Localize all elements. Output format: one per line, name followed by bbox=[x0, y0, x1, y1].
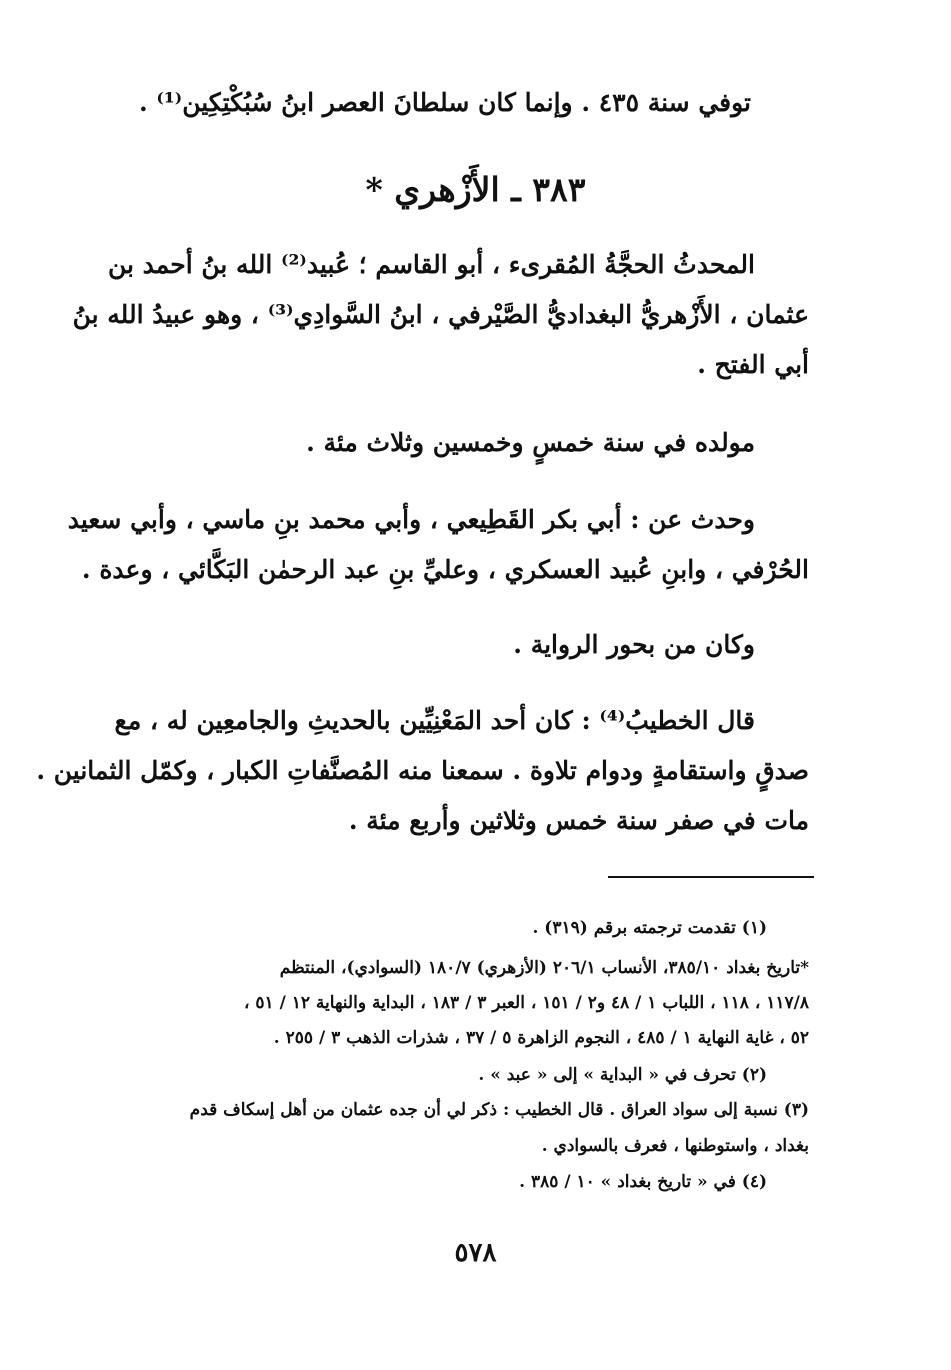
footnote-2: (٢) تحرف في « البداية » إلى « عبد » . bbox=[478, 1065, 767, 1085]
paragraph-5-line-3: مات في صفر سنة خمس وثلاثين وأربع مئة . bbox=[348, 806, 809, 835]
paragraph-1-line-2: عثمان ، الأَزْهريُّ البغداديُّ الصَّيْرفي ، ابنُ السَّوادِي⁽³⁾ ، وهو عبيدُ الله بنُ bbox=[72, 300, 809, 329]
paragraph-5-line-2: صدقٍ واستقامةٍ ودوام تلاوة . سمعنا منه المُصنَّفاتِ الكبار ، وكمّل الثمانين . bbox=[36, 756, 809, 785]
footnote-separator bbox=[608, 876, 814, 878]
paragraph-1-line-1: المحدثُ الحجَّةُ المُقرىء ، أبو القاسم ؛ عُبيد⁽²⁾ الله بنُ أحمد بن bbox=[107, 250, 755, 279]
footnote-4: (٤) في « تاريخ بغداد » ١٠ / ٣٨٥ . bbox=[519, 1172, 767, 1192]
sources-note-line-1: *تاريخ بغداد ٣٨٥/١٠، الأنساب ٢٠٦/١ (الأزهري) ١٨٠/٧ (السوادي)، المنتظم bbox=[279, 958, 809, 978]
paragraph-5-line-1: قال الخطيبُ⁽⁴⁾ : كان أحد المَعْنِيِّين بالحديثِ والجامعِين له ، مع bbox=[114, 706, 755, 735]
paragraph-3-line-1: وحدث عن : أبي بكر القَطِيعي ، وأبي محمد بنِ ماسي ، وأبي سعيد bbox=[67, 505, 755, 534]
page-number: ٥٧٨ bbox=[454, 1238, 497, 1268]
sources-note-line-2: ١١٧/٨ ، ١١٨ ، اللباب ١ / ٤٨ و٢ / ١٥١ ، العبر ٣ / ١٨٣ ، البداية والنهاية ١٢ / ٥١ ، bbox=[244, 993, 809, 1013]
paragraph-4-line-1: وكان من بحور الرواية . bbox=[513, 630, 755, 659]
entry-heading: ٣٨٣ ـ الأَزْهري * bbox=[365, 170, 586, 209]
sources-note-line-3: ٥٢ ، غاية النهاية ١ / ٤٨٥ ، النجوم الزاهرة ٥ / ٣٧ ، شذرات الذهب ٣ / ٢٥٥ . bbox=[273, 1028, 809, 1048]
paragraph-3-line-2: الحُرْفي ، وابنِ عُبيد العسكري ، وعليِّ بنِ عبد الرحمٰن البَكَّائي ، وعدة . bbox=[81, 555, 809, 584]
paragraph-1-line-3: أبي الفتح . bbox=[697, 350, 809, 379]
footnote-3-line-2: بغداد ، واستوطنها ، فعرف بالسوادي . bbox=[541, 1136, 809, 1156]
footnote-3-line-1: (٣) نسبة إلى سواد العراق . قال الخطيب : ذكر لي أن جده عثمان من أهل إسكاف قدم bbox=[189, 1100, 809, 1120]
top-line: توفي سنة ٤٣٥ . وإنما كان سلطانَ العصر ابنُ سُبُكْتِكِين⁽¹⁾ . bbox=[138, 88, 751, 117]
paragraph-2-line-1: مولده في سنة خمسٍ وخمسين وثلاث مئة . bbox=[306, 428, 755, 457]
footnote-1: (١) تقدمت ترجمته برقم (٣١٩) . bbox=[532, 918, 767, 938]
